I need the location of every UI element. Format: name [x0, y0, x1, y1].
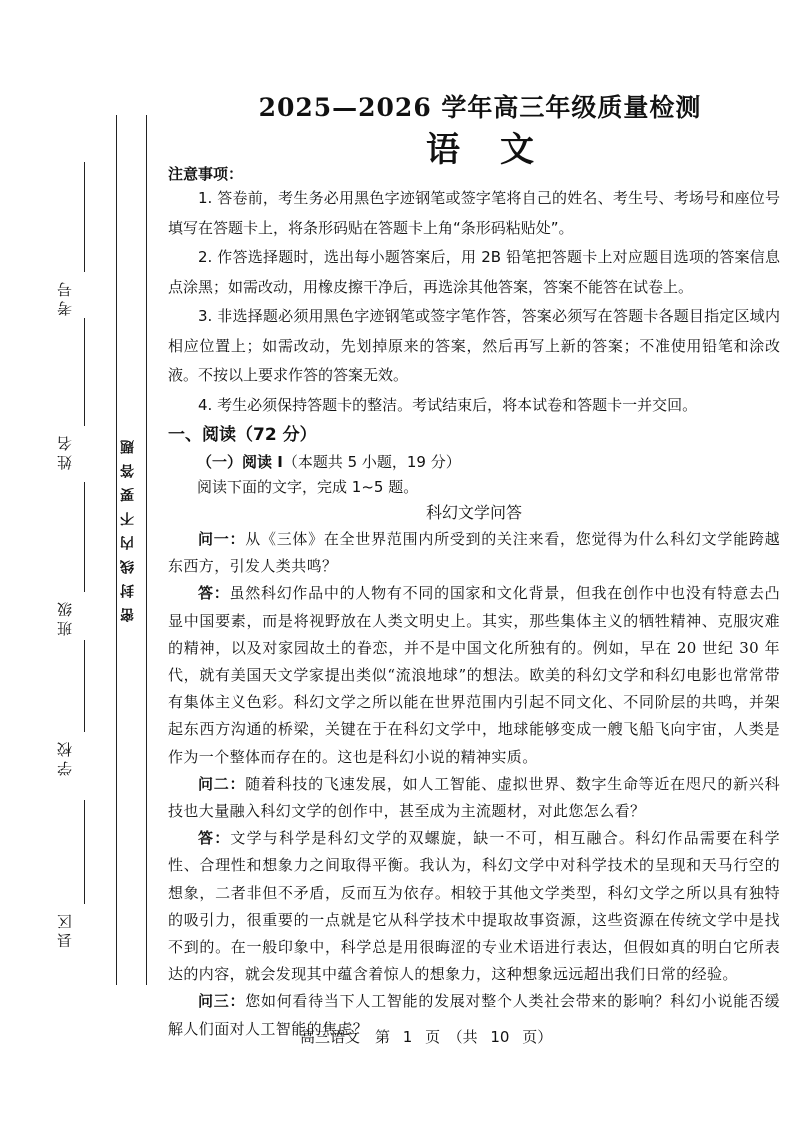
paragraph-lead: 问二：	[198, 774, 246, 793]
note-item: 3. 非选择题必须用黑色字迹钢笔或签字笔作答，答案必须写在答题卡各题目指定区域内相应位置上；如需改动，先划掉原来的答案，然后再写上新的答案；不准使用铅笔和涂改液。不按以上要求作答的答案无效。	[168, 307, 780, 384]
section-heading: 一、阅读（72 分）	[168, 425, 317, 445]
subsection-note: （本题共 5 小题，19 分）	[282, 453, 461, 471]
exam-title: 2025—2026 学年高三年级质量检测	[258, 93, 702, 122]
notes-list	[168, 184, 780, 420]
paragraph-lead: 问三：	[198, 992, 246, 1011]
paragraph-text: 随着科技的飞速发展，如人工智能、虚拟世界、数字生命等近在咫尺的新兴科技也大量融入科幻文学的创作中，甚至成为主流题材，对此您怎么看？	[168, 774, 780, 821]
paragraph-text: 虽然科幻作品中的人物有不同的国家和文化背景，但我在创作中也没有特意去凸显中国要素，而是将视野放在人类文明史上。其实，那些集体主义的牺牲精神、克服灾难的精神，以及对家园故土的眷恋，并不是中国文化所独有的。例如，早在 20 世纪 30 年代，就有美国天文学家提出类似“流浪地球”的想法。欧美的科幻文学和科幻电影也常常带有集体主义色彩。科幻文学之所以能在世界范围内引起不同文化、不同阶层的共鸣，并架起东西方沟通的桥梁，关键在于在科幻文学中，地球能够变成一艘飞船飞向宇宙，人类是作为一个整体而存在的。这也是科幻小说的精神实质。	[168, 584, 780, 766]
seal-line-inner	[146, 115, 147, 985]
article-paragraph	[168, 771, 780, 825]
page-footer: 高三语文 第 1 页 （共 10 页）	[300, 1028, 553, 1046]
note-item: 2. 作答选择题时，选出每小题答案后，用 2B 铅笔把答题卡上对应题目选项的答案信息点涂黑；如需改动，用橡皮擦干净后，再选涂其他答案，答案不能答在试卷上。	[168, 248, 780, 296]
reading-instruction: 阅读下面的文字，完成 1~5 题。	[197, 478, 419, 496]
district-label: 县区	[56, 910, 74, 948]
name-blank	[84, 318, 85, 426]
paragraph-lead: 答：	[198, 829, 231, 848]
notes-heading: 注意事项：	[168, 165, 244, 183]
paragraph-text: 从《三体》在全世界范围内所受到的关注来看，您觉得为什么科幻文学能跨越东西方，引发人类共鸣？	[168, 530, 780, 576]
paragraph-text: 您如何看待当下人工智能的发展对整个人类社会带来的影响？科幻小说能否缓解人们面对人工智能的焦虑？	[168, 992, 780, 1038]
paragraph-lead: 问一：	[198, 530, 246, 548]
note-item: 1. 答卷前，考生务必用黑色字迹钢笔或签字笔将自己的姓名、考生号、考场号和座位号填写在答题卡上，将条形码贴在答题卡上角“条形码粘贴处”。	[168, 189, 780, 237]
school-label: 学校	[56, 738, 74, 776]
subject-title: 语文	[426, 130, 574, 170]
article-paragraph	[168, 526, 780, 580]
class-label: 班级	[56, 598, 74, 636]
article-title: 科幻文学问答	[425, 503, 522, 522]
name-label: 姓名	[56, 432, 74, 470]
paragraph-text: 文学与科学是科幻文学的双螺旋，缺一不可，相互融合。科幻作品需要在科学性、合理性和想象力之间取得平衡。我认为，科幻文学中对科学技术的呈现和天马行空的想象，二者非但不矛盾，反而互为依存。相较于其他文学类型，科幻文学之所以具有独特的吸引力，很重要的一点就是它从科学技术中提取故事资源，这些资源在传统文学中是找不到的。在一般印象中，科学总是用很晦涩的专业术语进行表达，但假如真的明白它所表达的内容，就会发现其中蕴含着惊人的想象力，这种想象远远超出我们日常的经验。	[168, 829, 780, 984]
exam-number-blank	[84, 162, 85, 272]
subsection-label: （一）阅读 I	[197, 453, 283, 471]
district-blank	[84, 800, 85, 904]
seal-warning: 密封线内不要答题	[120, 430, 136, 622]
school-blank	[84, 640, 85, 732]
exam-number-label: 考号	[56, 278, 74, 316]
article-paragraph	[168, 580, 780, 770]
note-item: 4. 考生必须保持答题卡的整洁。考试结束后，将本试卷和答题卡一并交回。	[198, 395, 698, 414]
paragraph-lead: 答：	[198, 584, 230, 603]
article-paragraph	[168, 825, 780, 988]
article-body	[168, 526, 780, 1043]
class-blank	[84, 482, 85, 592]
subsection-heading	[197, 451, 461, 472]
seal-line-outer	[116, 115, 117, 985]
